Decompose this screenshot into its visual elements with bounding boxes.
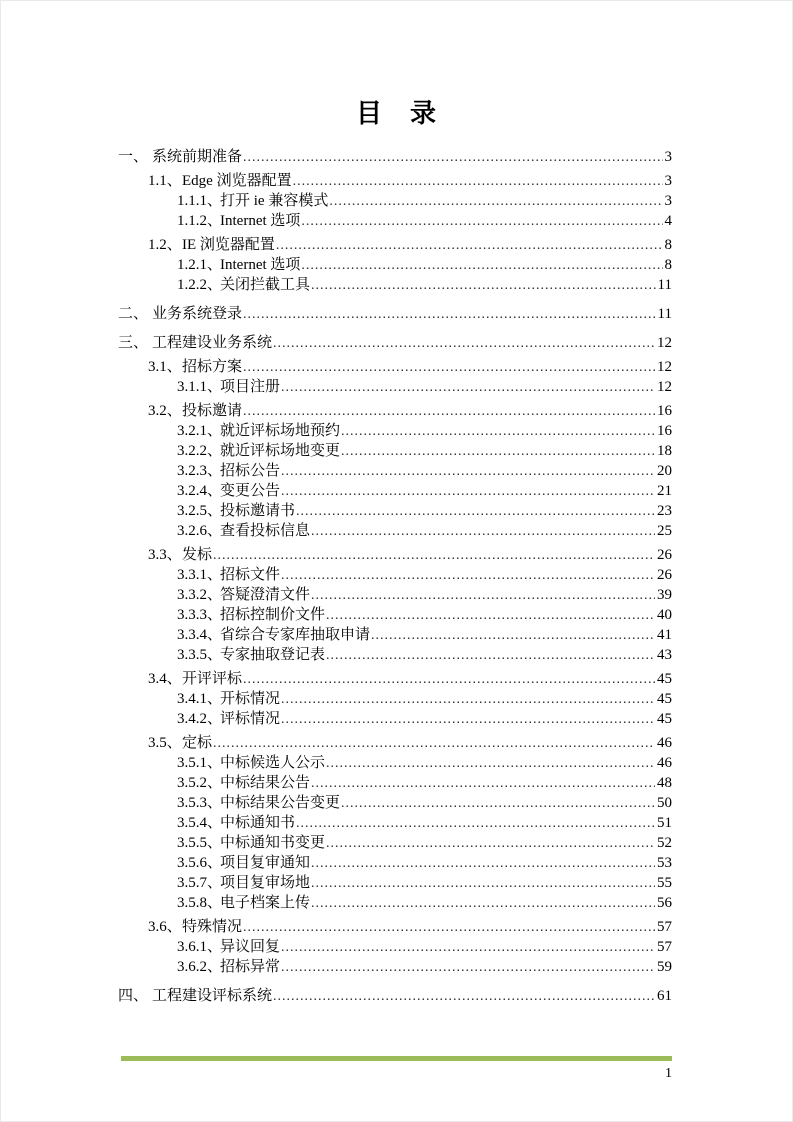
- toc-entry-label: 中标通知书变更: [220, 835, 326, 851]
- toc-entry-label: 系统前期准备: [152, 149, 243, 165]
- toc-entry-label: 查看投标信息: [220, 523, 311, 539]
- toc-entry[interactable]: [118, 645, 672, 665]
- toc-entry-number: 3.1.1、: [177, 379, 223, 395]
- toc-leader-dots: [326, 645, 655, 666]
- toc-entry-label: 开标情况: [220, 691, 281, 707]
- toc-leader-dots: [311, 853, 655, 874]
- toc-entry-page: 11: [657, 306, 672, 322]
- toc-entry-number: 四、: [118, 988, 149, 1004]
- toc-entry[interactable]: [118, 147, 672, 167]
- toc-leader-dots: [311, 773, 655, 794]
- toc-entry-page: 55: [657, 875, 672, 891]
- toc-leader-dots: [273, 333, 655, 354]
- toc-entry-page: 43: [657, 647, 672, 663]
- toc-entry[interactable]: [118, 377, 672, 397]
- toc-entry-number: 3.5.1、: [177, 755, 223, 771]
- toc-entry-number: 3.6.1、: [177, 939, 223, 955]
- toc-entry-number: 3.5.7、: [177, 875, 223, 891]
- toc-entry-page: 45: [657, 711, 672, 727]
- toc-entry-page: 18: [657, 443, 672, 459]
- toc-entry-number: 3.3.4、: [177, 627, 223, 643]
- toc-entry-number: 1.1、: [148, 173, 182, 189]
- toc-entry-page: 25: [657, 523, 672, 539]
- toc-entry[interactable]: [118, 565, 672, 585]
- toc-entry-label: 就近评标场地变更: [220, 443, 341, 459]
- toc-entry-number: 3.2.2、: [177, 443, 223, 459]
- toc-entry[interactable]: [118, 986, 672, 1006]
- toc-leader-dots: [296, 501, 655, 522]
- toc-entry[interactable]: [118, 171, 672, 191]
- toc-entry-number: 一、: [118, 149, 149, 165]
- toc-leader-dots: [281, 565, 655, 586]
- footer-page-number: 1: [665, 1066, 672, 1081]
- toc-entry-label: 就近评标场地预约: [220, 423, 341, 439]
- toc-leader-dots: [326, 605, 655, 626]
- toc-entry-page: 50: [657, 795, 672, 811]
- toc-entry-page: 16: [657, 403, 672, 419]
- toc-entry-number: 3.3.3、: [177, 607, 223, 623]
- toc-leader-dots: [311, 275, 656, 296]
- toc-entry-label: 项目复审通知: [220, 855, 311, 871]
- toc-entry-page: 52: [657, 835, 672, 851]
- toc-entry-label: 中标结果公告变更: [220, 795, 341, 811]
- toc-leader-dots: [273, 986, 655, 1007]
- toc-entry-page: 12: [657, 379, 672, 395]
- toc-entry-label: 定标: [182, 735, 213, 751]
- toc-entry-number: 3.5.8、: [177, 895, 223, 911]
- toc-entry[interactable]: [118, 709, 672, 729]
- toc-entry-label: 电子档案上传: [220, 895, 311, 911]
- toc-entry-page: 8: [664, 237, 672, 253]
- toc-entry-page: 26: [657, 567, 672, 583]
- toc-leader-dots: [281, 461, 655, 482]
- toc-leader-dots: [243, 669, 655, 690]
- toc-leader-dots: [281, 689, 655, 710]
- toc-entry-page: 46: [657, 735, 672, 751]
- page-title: 目 录: [355, 99, 437, 128]
- toc-leader-dots: [213, 545, 655, 566]
- toc-entry-page: 57: [657, 939, 672, 955]
- toc-entry[interactable]: [118, 773, 672, 793]
- toc-entry-number: 3.4、: [148, 671, 182, 687]
- toc-entry[interactable]: [118, 501, 672, 521]
- toc-entry[interactable]: [118, 605, 672, 625]
- toc-entry-label: 开评评标: [182, 671, 243, 687]
- toc-leader-dots: [281, 957, 655, 978]
- toc-leader-dots: [326, 833, 655, 854]
- toc-entry[interactable]: [118, 275, 672, 295]
- toc-leader-dots: [281, 481, 655, 502]
- toc-leader-dots: [341, 793, 655, 814]
- toc-entry-number: 1.2、: [148, 237, 182, 253]
- toc-entry-page: 51: [657, 815, 672, 831]
- toc-entry-page: 53: [657, 855, 672, 871]
- toc-entry-label: 中标结果公告: [220, 775, 311, 791]
- toc-entry[interactable]: [118, 873, 672, 893]
- toc-entry-number: 1.2.2、: [177, 277, 223, 293]
- toc-entry[interactable]: [118, 211, 672, 231]
- toc-leader-dots: [311, 585, 655, 606]
- toc-entry-page: 41: [657, 627, 672, 643]
- toc-entry-number: 三、: [118, 335, 149, 351]
- toc-entry-label: 异议回复: [220, 939, 281, 955]
- toc-leader-dots: [243, 147, 662, 168]
- toc-entry-number: 3.2.6、: [177, 523, 223, 539]
- toc-entry[interactable]: [118, 255, 672, 275]
- toc-entry-number: 3.2.1、: [177, 423, 223, 439]
- toc-entry-number: 3.2.4、: [177, 483, 223, 499]
- toc-entry-label: Internet 选项: [220, 213, 301, 229]
- toc-entry-label: 中标候选人公示: [220, 755, 326, 771]
- toc-entry-number: 3.5.5、: [177, 835, 223, 851]
- toc-leader-dots: [296, 813, 655, 834]
- toc-leader-dots: [301, 255, 662, 276]
- toc-leader-dots: [293, 171, 663, 192]
- toc-entry[interactable]: [118, 853, 672, 873]
- toc-entry-number: 1.1.2、: [177, 213, 223, 229]
- toc-entry[interactable]: [118, 191, 672, 211]
- toc-entry-page: 61: [657, 988, 672, 1004]
- toc-entry-label: 工程建设评标系统: [152, 988, 273, 1004]
- toc-entry-label: 工程建设业务系统: [152, 335, 273, 351]
- toc-entry-page: 45: [657, 691, 672, 707]
- toc-entry-label: 项目注册: [220, 379, 281, 395]
- toc-entry-label: 招标控制价文件: [220, 607, 326, 623]
- toc-entry-label: 特殊情况: [182, 919, 243, 935]
- toc-entry-label: 发标: [182, 547, 213, 563]
- toc-entry-page: 56: [657, 895, 672, 911]
- toc-entry[interactable]: [118, 733, 672, 753]
- toc-entry-label: 关闭拦截工具: [220, 277, 311, 293]
- toc-entry-page: 3: [664, 149, 672, 165]
- toc-entry-page: 26: [657, 547, 672, 563]
- toc-entry-label: 招标异常: [220, 959, 281, 975]
- toc-entry-label: 招标方案: [182, 359, 243, 375]
- toc-leader-dots: [326, 753, 655, 774]
- toc-entry-page: 45: [657, 671, 672, 687]
- toc-entry[interactable]: [118, 545, 672, 565]
- toc-entry-page: 46: [657, 755, 672, 771]
- toc-entry[interactable]: [118, 893, 672, 913]
- toc-entry-number: 3.2、: [148, 403, 182, 419]
- toc-entry-page: 21: [657, 483, 672, 499]
- toc-leader-dots: [301, 211, 662, 232]
- toc-list: [118, 147, 672, 1008]
- toc-entry[interactable]: [118, 481, 672, 501]
- toc-entry-page: 57: [657, 919, 672, 935]
- toc-entry-number: 二、: [118, 306, 149, 322]
- toc-entry-number: 3.3、: [148, 547, 182, 563]
- toc-entry-label: 省综合专家库抽取申请: [220, 627, 371, 643]
- toc-entry[interactable]: [118, 333, 672, 353]
- footer-divider: [121, 1056, 672, 1061]
- toc-entry-page: 59: [657, 959, 672, 975]
- toc-entry-number: 1.2.1、: [177, 257, 223, 273]
- toc-entry[interactable]: [118, 461, 672, 481]
- toc-entry-label: Internet 选项: [220, 257, 301, 273]
- toc-leader-dots: [311, 521, 655, 542]
- toc-entry-page: 4: [664, 213, 672, 229]
- toc-entry[interactable]: [118, 304, 672, 324]
- toc-entry-number: 3.5.2、: [177, 775, 223, 791]
- toc-entry-label: 投标邀请书: [220, 503, 296, 519]
- toc-leader-dots: [311, 873, 655, 894]
- toc-entry-label: 项目复审场地: [220, 875, 311, 891]
- toc-leader-dots: [243, 917, 655, 938]
- toc-entry[interactable]: [118, 689, 672, 709]
- toc-entry-number: 1.1.1、: [177, 193, 223, 209]
- toc-entry-number: 3.6.2、: [177, 959, 223, 975]
- toc-entry-number: 3.5.6、: [177, 855, 223, 871]
- toc-entry-page: 12: [657, 335, 672, 351]
- toc-entry-number: 3.4.2、: [177, 711, 223, 727]
- toc-leader-dots: [276, 235, 663, 256]
- toc-leader-dots: [281, 709, 655, 730]
- toc-entry-label: 中标通知书: [220, 815, 296, 831]
- toc-entry-label: 投标邀请: [182, 403, 243, 419]
- toc-entry-page: 40: [657, 607, 672, 623]
- toc-entry-label: 变更公告: [220, 483, 281, 499]
- toc-entry-number: 3.5.3、: [177, 795, 223, 811]
- toc-entry-page: 3: [664, 173, 672, 189]
- toc-entry[interactable]: [118, 937, 672, 957]
- toc-entry-number: 3.3.1、: [177, 567, 223, 583]
- toc-entry[interactable]: [118, 357, 672, 377]
- toc-leader-dots: [243, 304, 656, 325]
- toc-entry-page: 12: [657, 359, 672, 375]
- toc-entry-page: 3: [664, 193, 672, 209]
- toc-entry[interactable]: [118, 917, 672, 937]
- toc-leader-dots: [329, 191, 662, 212]
- toc-entry[interactable]: [118, 793, 672, 813]
- toc-leader-dots: [281, 377, 655, 398]
- toc-entry-number: 3.4.1、: [177, 691, 223, 707]
- toc-entry-label: 招标文件: [220, 567, 281, 583]
- toc-entry-page: 16: [657, 423, 672, 439]
- toc-entry[interactable]: [118, 957, 672, 977]
- toc-entry[interactable]: [118, 441, 672, 461]
- toc-entry-label: Edge 浏览器配置: [182, 173, 292, 189]
- toc-entry[interactable]: [118, 585, 672, 605]
- toc-entry-page: 8: [664, 257, 672, 273]
- toc-leader-dots: [341, 441, 655, 462]
- toc-entry[interactable]: [118, 813, 672, 833]
- toc-entry[interactable]: [118, 401, 672, 421]
- toc-entry-number: 3.1、: [148, 359, 182, 375]
- toc-entry-number: 3.3.2、: [177, 587, 223, 603]
- toc-entry-label: 业务系统登录: [152, 306, 243, 322]
- toc-entry-label: 招标公告: [220, 463, 281, 479]
- toc-entry-page: 20: [657, 463, 672, 479]
- toc-entry-label: 评标情况: [220, 711, 281, 727]
- toc-leader-dots: [243, 357, 655, 378]
- toc-entry-number: 3.5、: [148, 735, 182, 751]
- toc-leader-dots: [243, 401, 655, 422]
- toc-entry-page: 23: [657, 503, 672, 519]
- toc-entry-number: 3.6、: [148, 919, 182, 935]
- toc-entry-number: 3.3.5、: [177, 647, 223, 663]
- toc-entry-label: 打开 ie 兼容模式: [220, 193, 329, 209]
- toc-entry-number: 3.2.5、: [177, 503, 223, 519]
- toc-entry-label: 答疑澄清文件: [220, 587, 311, 603]
- toc-entry[interactable]: [118, 235, 672, 255]
- toc-leader-dots: [371, 625, 655, 646]
- toc-leader-dots: [341, 421, 655, 442]
- toc-entry[interactable]: [118, 421, 672, 441]
- toc-entry-label: IE 浏览器配置: [182, 237, 275, 253]
- toc-entry[interactable]: [118, 833, 672, 853]
- toc-leader-dots: [281, 937, 655, 958]
- toc-entry[interactable]: [118, 753, 672, 773]
- toc-leader-dots: [213, 733, 655, 754]
- toc-entry-page: 48: [657, 775, 672, 791]
- toc-entry[interactable]: [118, 521, 672, 541]
- toc-entry-label: 专家抽取登记表: [220, 647, 326, 663]
- toc-entry-number: 3.2.3、: [177, 463, 223, 479]
- toc-entry-number: 3.5.4、: [177, 815, 223, 831]
- toc-entry[interactable]: [118, 669, 672, 689]
- toc-leader-dots: [311, 893, 655, 914]
- toc-entry-page: 11: [657, 277, 672, 293]
- toc-entry[interactable]: [118, 625, 672, 645]
- toc-entry-page: 39: [657, 587, 672, 603]
